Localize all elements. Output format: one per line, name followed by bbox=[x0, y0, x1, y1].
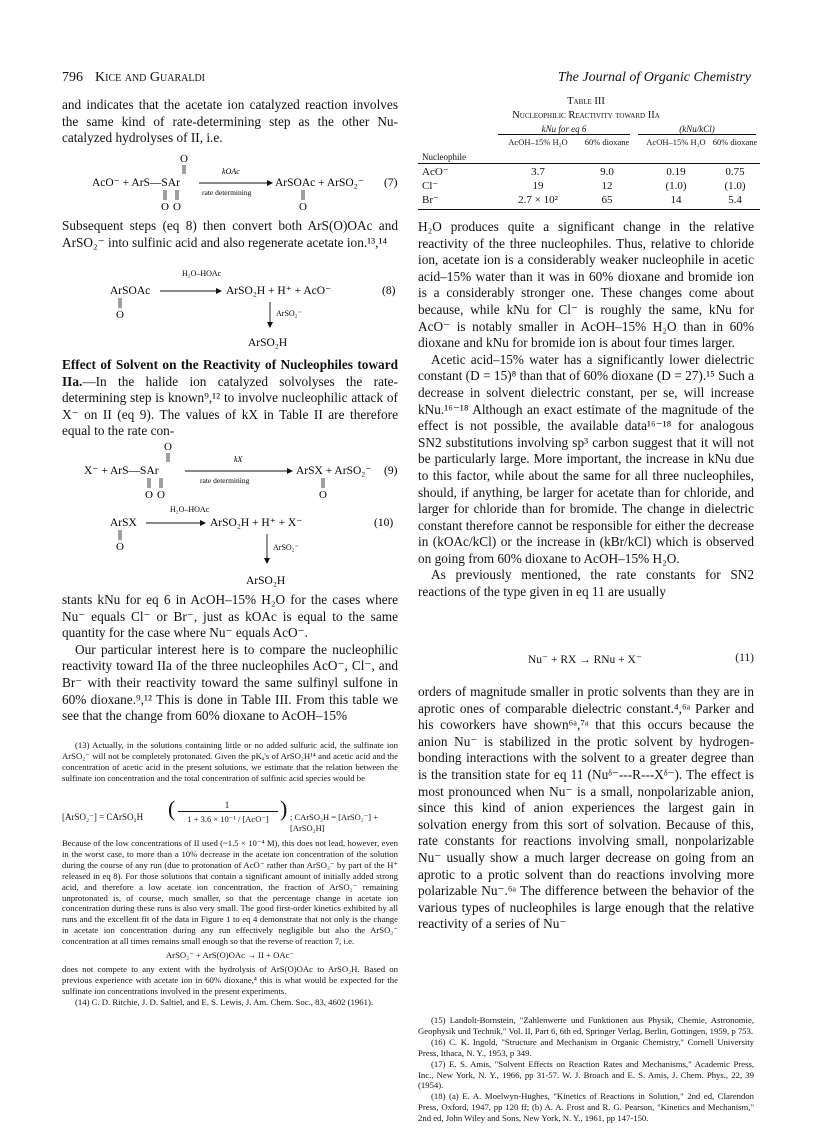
svg-text:ArSO₂H: ArSO₂H bbox=[246, 575, 286, 587]
svg-text:ArSO₂⁻: ArSO₂⁻ bbox=[273, 543, 299, 552]
svg-text:ArSO₂H + H⁺ + X⁻: ArSO₂H + H⁺ + X⁻ bbox=[210, 517, 303, 529]
equation-7 bbox=[62, 150, 398, 212]
equation-8 bbox=[62, 264, 398, 350]
table-row: Br⁻ 2.7 × 10² 65 14 5.4 bbox=[422, 194, 742, 206]
table-row: Cl⁻ 19 12 (1.0) (1.0) bbox=[422, 180, 746, 192]
svg-text:O: O bbox=[116, 541, 124, 553]
right-para-1: H₂O produces quite a significant change in the relative reactivity of the three nucleophiles. Thus, relative to chloride ion, acetate ion is a considerably weaker nucleophile in acetic acid–15% water than it was in 60% dioxane and bromide ion is a considerably stronger one. These changes come about because, while kNu for Cl⁻ is roughly the same, kNu for AcO⁻ is notably smaller in AcOH–15% H₂O than in 60% dioxane and kNu for bromide ion is about four times larger. Acetic acid–15% water has a significantly lower dielectric constant (D = 15)⁸ than that of 60% dioxane (D = 27).¹⁵ Such a decrease in solvent dielectric constant, per se, will increase kNu.¹⁶⁻¹⁸ Although an exact estimate of the magnitude of the effect is not possible, the available data¹⁶⁻¹⁸ for analogous SN2 substitutions involving sp³ carbon suggest that it will not be particularly large. More important, the increase in kNu due to this factor, while about the same for all three nucleophiles, should, if anything, be larger for acetate than for chloride, and larger for chloride than for bromide. The change in dielectric constant therefore cannot be responsible for either the decrease in (kOAc/kCl) or the increase in (kBr/kCl) which is observed on going from 60% dioxane to AcOH–15% H₂O. As previously mentioned, the rate constants for SN2 reactions of the type given in eq 11 are usually bbox=[418, 219, 754, 600]
svg-text:O: O bbox=[157, 489, 165, 500]
left-para-1: and indicates that the acetate ion catalyzed reaction involves the same kind of rate-determining step as the other Nu-catalyzed hydrolyses of II, i.e. bbox=[62, 97, 398, 146]
left-para-2: Subsequent steps (eq 8) then convert both ArS(O)OAc and ArSO₂⁻ into sulfinic acid and also regenerate acetate ion.¹³,¹⁴ bbox=[62, 218, 398, 250]
svg-text:(9): (9) bbox=[384, 465, 398, 477]
svg-text:H₂O–HOAc: H₂O–HOAc bbox=[170, 505, 210, 514]
svg-text:(7): (7) bbox=[384, 177, 398, 189]
svg-text:AcO⁻ + ArS—SAr: AcO⁻ + ArS—SAr bbox=[92, 177, 180, 189]
page-number: 796 bbox=[62, 70, 83, 85]
table-group-ratio: (kNu/kCl) bbox=[638, 124, 756, 135]
svg-text:O: O bbox=[319, 489, 327, 500]
table-subtitle: Nucleophilic Reactivity toward IIa bbox=[512, 110, 660, 121]
svg-text:ArSOAc: ArSOAc bbox=[110, 285, 151, 297]
svg-text:ArSO₂H + H⁺ + AcO⁻: ArSO₂H + H⁺ + AcO⁻ bbox=[226, 285, 332, 297]
table-row: AcO⁻ 3.7 9.0 0.19 0.75 bbox=[422, 166, 745, 178]
table-body bbox=[418, 165, 760, 207]
footnote-13-continued: Because of the low concentrations of II used (~1.5 × 10⁻⁴ M), this does not lead, however, even in the worst case, to more than a 10% decrease in the acetate ion concentration of the solution during the course of any run (due to protonation of AcO⁻ rather than ArSO₂⁻ by part of the H⁺ released in eq 8). For those solutions that contain a significant amount of initially added strong acid, and therefore a low acetate ion concentration, the fraction of ArSO₂⁻ remaining unprotonated is, of course, much smaller, so that the percentage change in acetate ion concentration during these runs is also very small. The good first-order kinetics exhibited by all runs and the excellent fit of the data in Figure 1 to eq 4 demonstrate that not only is the change in acetate ion concentration during any run effectively negligible but also the ArSO₂⁻ concentration at all times remains small enough so that the reverse of reaction 7, i.e. ArSO₂⁻ + ArS(O)OAc → II + OAc⁻ does not compete to any extent with the hydrolysis of ArS(O)OAc to ArSO₂H. Based on previous experience with acetate ion in 60% dioxane,⁴ this is what would be expected for the sulfinate ion concentrations involved in the present experiments. (14) C. D. Ritchie, J. D. Saltiel, and E. S. Lewis, J. Am. Chem. Soc., 83, 4602 (1961). bbox=[62, 838, 398, 1007]
left-para-4: stants kNu for eq 6 in AcOH–15% H₂O for the cases where Nu⁻ equals Cl⁻ or Br⁻, just as kOAc is equal to the same quantity for the case where Nu⁻ equals AcO⁻. Our particular interest here is to compare the nucleophilic reactivity toward IIa of the three nucleophiles AcO⁻, Cl⁻, and Br⁻ with their reactivity toward the same sulfinyl sulfone in 60% dioxane.⁹,¹² This is done in Table III. From this table we see that the change from 60% dioxane to AcOH–15% bbox=[62, 592, 398, 724]
equation-9 bbox=[62, 438, 398, 500]
table-col-4: 60% dioxane bbox=[712, 137, 758, 147]
svg-text:X⁻ + ArS—SAr: X⁻ + ArS—SAr bbox=[84, 465, 159, 477]
svg-text:kX: kX bbox=[234, 455, 243, 464]
table-bottom-rule bbox=[418, 209, 760, 210]
right-para-4: orders of magnitude smaller in protic solvents than they are in aprotic ones of comparable dielectric constant.⁴,⁶ᵃ Parker and his coworkers have shown⁶ᵃ,⁷ᵃ that this occurs because the anion Nu⁻ is stabilized in the protic solvent by hydrogen-bonding interactions with the solvent to a greater degree than is the transition state for eq 11 (Nuᵟ⁻---R---Xᵟ⁻). The effect is most pronounced when Nu⁻ is a small, nonpolarizable anion, since this kind of anion experiences the largest gain in solvation energy from this sort of solvation. Because of this, rate constants for reactions involving small, nonpolarizable Nu⁻ usually show a much larger decrease on going from an aprotic to a protic solvent than do reactions involving more polarizable Nu⁻.⁶ᵃ The difference between the behavior of the various types of nucleophiles is large enough that the relative reactivity of a series of Nu⁻ bbox=[418, 684, 754, 932]
journal-name: The Journal of Organic Chemistry bbox=[557, 70, 751, 85]
table-rule bbox=[418, 163, 760, 164]
svg-text:rate determining: rate determining bbox=[200, 476, 250, 485]
svg-text:O: O bbox=[173, 201, 181, 212]
svg-text:H₂O–HOAc: H₂O–HOAc bbox=[182, 269, 222, 278]
equation-10 bbox=[62, 500, 398, 590]
svg-text:O: O bbox=[145, 489, 153, 500]
footnote-13: (13) Actually, in the solutions containing little or no added sulfuric acid, the sulfinate ion ArSO₂⁻ will not be completely protonated. Given the pKₐ's of ArSO₂H¹⁴ and acetic acid and the concentration of acetic acid in the present solutions, we estimate that the relation between the sulfinate ion concentration and the total concentration of sulfinic acid species would be bbox=[62, 740, 398, 783]
left-para-3: Effect of Solvent on the Reactivity of Nucleophiles toward IIa.—In the halide ion catalyzed solvolyses the rate-determining step is known⁹,¹² to involve nucleophilic attack of X⁻ on II (eq 9). The values of kX in Table II are therefore equal to the rate con- bbox=[62, 357, 398, 439]
svg-text:O: O bbox=[299, 201, 307, 212]
table-col-1: AcOH–15% H₂O bbox=[508, 137, 568, 147]
svg-text:(10): (10) bbox=[374, 517, 394, 529]
table-col-3: AcOH–15% H₂O bbox=[646, 137, 706, 147]
running-authors: Kice and Guaraldi bbox=[95, 70, 205, 85]
svg-text:O: O bbox=[116, 309, 124, 321]
svg-text:ArSX + ArSO₂⁻: ArSX + ArSO₂⁻ bbox=[296, 465, 372, 477]
svg-text:ArSX: ArSX bbox=[110, 517, 137, 529]
svg-text:rate determining: rate determining bbox=[202, 188, 252, 197]
svg-text:ArSO₂H: ArSO₂H bbox=[248, 337, 288, 349]
svg-text:O: O bbox=[161, 201, 169, 212]
footnotes-right: (15) Landolt-Bornstein, "Zahlenwerte und Funktionen aus Physik, Chemie, Astronomie, Geophysik und Technik," Vol. II, Part 6, 6th ed, Springer Verlag, Berlin, Gottingen, 1959, p 753. (16) C. K. Ingold, "Structure and Mechanism in Organic Chemistry," Cornell University Press, Ithaca, N. Y., 1953, p 349. (17) E. S. Amis, "Solvent Effects on Reaction Rates and Mechanisms," Academic Press, Inc., New York, N. Y., 1966, pp 31-57. W. J. Broach and E. S. Amis, J. Chem. Phys., 22, 39 (1954). (18) (a) E. A. Moelwyn-Hughes, "Kinetics of Reactions in Solution," 2nd ed, Clarendon Press, Oxford, 1947, pp 120 ff; (b) A. A. Frost and R. G. Pearson, "Kinetics and Mechanism," 2nd ed, John Wiley and Sons, New York, N. Y., 1961, pp 147-150. bbox=[418, 1015, 754, 1124]
svg-text:O: O bbox=[164, 441, 172, 453]
section-heading: Effect of Solvent on the Reactivity of Nucleophiles toward IIa. bbox=[62, 357, 398, 389]
svg-text:ArSO₂⁻: ArSO₂⁻ bbox=[276, 309, 302, 318]
table-col-nucleophile: Nucleophile bbox=[422, 152, 466, 162]
table-col-2: 60% dioxane bbox=[584, 137, 630, 147]
svg-text:O: O bbox=[180, 153, 188, 165]
svg-text:ArSOAc + ArSO₂⁻: ArSOAc + ArSO₂⁻ bbox=[275, 177, 364, 189]
footnote-equation: [ArSO₂⁻] = CArSO₂H ( 1 1 + 3.6 × 10⁻¹ / [AcO⁻] ) ; CArSO₂H = [ArSO₂⁻] + [ArSO₂H] bbox=[62, 796, 379, 833]
svg-text:(8): (8) bbox=[382, 285, 396, 297]
table-group-knu: kNu for eq 6 bbox=[498, 124, 630, 135]
table-title: Table III bbox=[567, 96, 605, 107]
svg-text:kOAc: kOAc bbox=[222, 167, 240, 176]
